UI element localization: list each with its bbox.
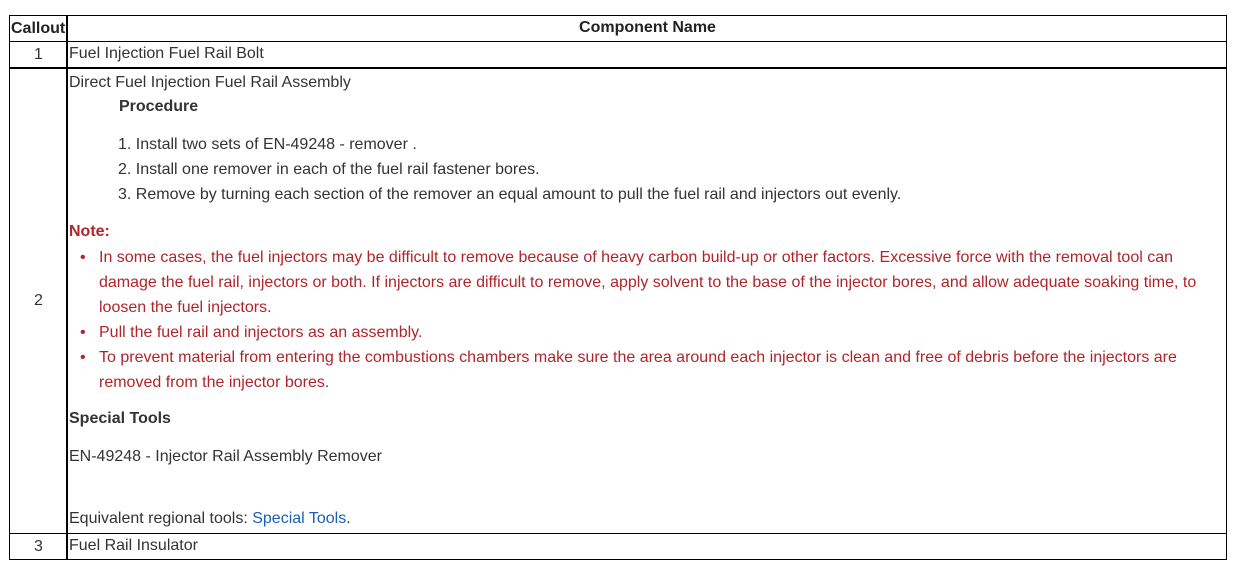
note-item: • To prevent material from entering the combustions chambers make sure the area around each injector is clean and free of debris before the injectors are removed from the injector bores.	[99, 345, 1229, 395]
procedure-title: Procedure	[119, 98, 199, 115]
equivalent-label: Equivalent regional tools:	[69, 510, 253, 527]
table-row	[10, 42, 1227, 69]
equivalent-tools	[69, 507, 351, 531]
component-name-header: Component Name	[67, 16, 1227, 42]
step: 3. Remove by turning each section of the remover an equal amount to pull the fuel rail and injectors out evenly.	[118, 182, 901, 207]
component-name: Direct Fuel Injection Fuel Rail Assembly	[69, 74, 351, 91]
component-cell: Fuel Injection Fuel Rail Bolt	[67, 42, 1227, 69]
callout-header: Callout	[10, 16, 68, 42]
note-item: • In some cases, the fuel injectors may be difficult to remove because of heavy carbon build-up or other factors. Excessive force with the removal tool can damage the fuel rail, injectors or both. If injectors are difficult to remove, apply solvent to the base of the injector bores, and allow adequate soaking time, to loosen the fuel injectors.	[99, 245, 1229, 320]
table-row	[10, 68, 1227, 534]
callout-cell: 1	[10, 42, 68, 69]
tool-item: EN-49248 - Injector Rail Assembly Remover	[69, 448, 383, 465]
component-cell: Fuel Rail Insulator	[67, 534, 1227, 560]
header-row	[10, 16, 1227, 42]
special-tools-title: Special Tools	[69, 410, 171, 427]
callout-cell: 2	[10, 68, 68, 534]
note-item: • Pull the fuel rail and injectors as an assembly.	[99, 320, 1229, 345]
special-tools-link[interactable]: Special Tools	[252, 510, 347, 527]
note-label: Note:	[69, 223, 110, 240]
component-cell	[67, 68, 1227, 534]
table-row	[10, 534, 1227, 560]
components-table	[9, 15, 1227, 560]
period: .	[346, 510, 351, 527]
step: 1. Install two sets of EN-49248 - remover .	[118, 132, 901, 157]
notes-list	[99, 245, 1229, 395]
procedure-steps	[119, 132, 901, 207]
callout-cell: 3	[10, 534, 68, 560]
step: 2. Install one remover in each of the fuel rail fastener bores.	[118, 157, 901, 182]
